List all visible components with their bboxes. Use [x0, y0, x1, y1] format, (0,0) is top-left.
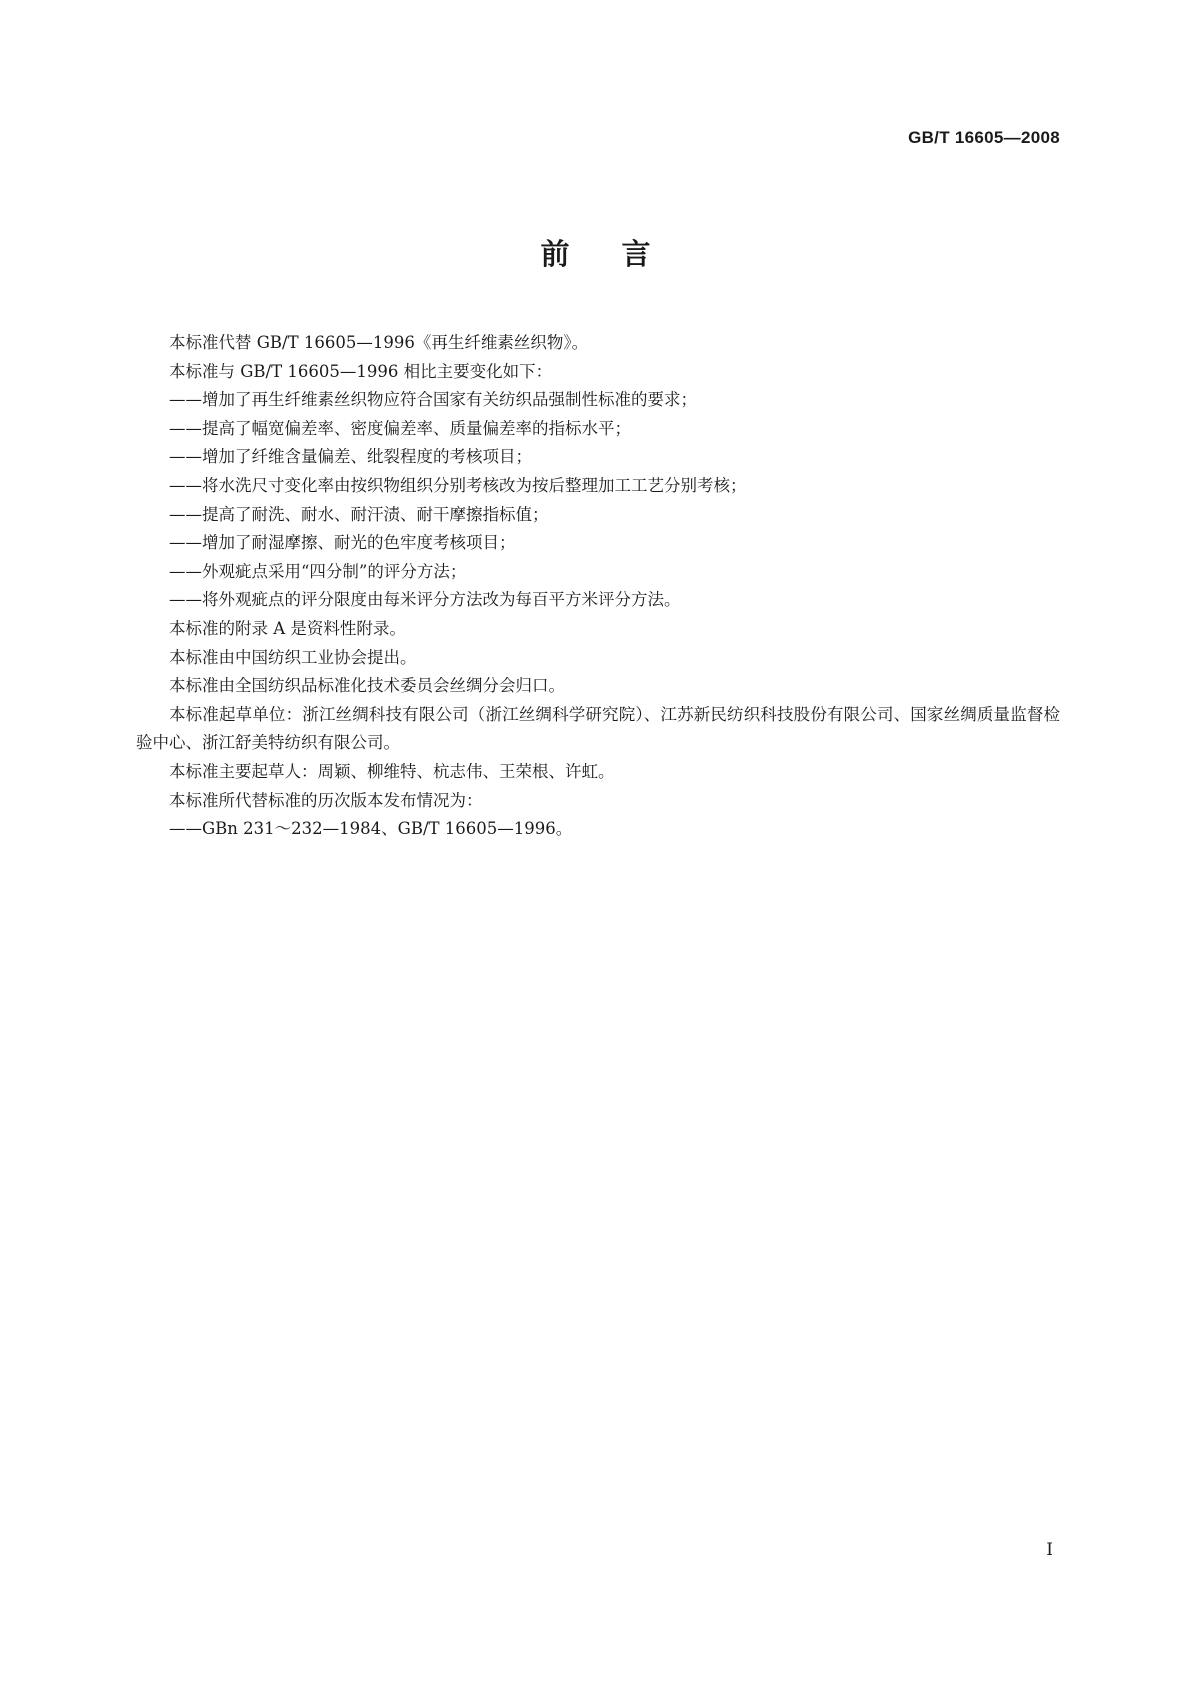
list-item: ——GBn 231～232—1984、GB/T 16605—1996。 [169, 819, 573, 839]
page-title: 前言 [540, 237, 703, 271]
list-item: ——将外观疵点的评分限度由每米评分方法改为每百平方米评分方法。 [169, 590, 681, 610]
paragraph: 本标准的附录 A 是资料性附录。 [169, 618, 406, 638]
list-item: ——增加了再生纤维素丝织物应符合国家有关纺织品强制性标准的要求； [169, 390, 697, 410]
foreword-body [136, 329, 1060, 844]
paragraph: 本标准由中国纺织工业协会提出。 [169, 647, 417, 667]
list-item: ——提高了幅宽偏差率、密度偏差率、质量偏差率的指标水平； [169, 418, 631, 438]
paragraph: 本标准代替 GB/T 16605—1996《再生纤维素丝织物》。 [169, 333, 589, 352]
list-item: ——将水洗尺寸变化率由按织物组织分别考核改为按后整理加工工艺分别考核； [169, 475, 747, 495]
paragraph: 本标准与 GB/T 16605—1996 相比主要变化如下： [169, 361, 553, 381]
paragraph: 本标准起草单位：浙江丝绸科技有限公司（浙江丝绸科学研究院）、江苏新民纺织科技股份有限公司、国家丝绸质量监督检验中心、浙江舒美特纺织有限公司。 [136, 704, 1060, 753]
paragraph: 本标准主要起草人：周颖、柳维特、杭志伟、王荣根、许虹。 [169, 761, 615, 781]
list-item: ——外观疵点采用“四分制”的评分方法； [169, 561, 467, 581]
page-number: I [1046, 1540, 1053, 1560]
list-item: ——增加了纤维含量偏差、纰裂程度的考核项目； [169, 447, 532, 467]
paragraph: 本标准所代替标准的历次版本发布情况为： [169, 790, 483, 810]
standard-number: GB/T 16605—2008 [908, 128, 1060, 147]
list-item: ——增加了耐湿摩擦、耐光的色牢度考核项目； [169, 533, 516, 553]
list-item: ——提高了耐洗、耐水、耐汗渍、耐干摩擦指标值； [169, 504, 549, 524]
paragraph: 本标准由全国纺织品标准化技术委员会丝绸分会归口。 [169, 676, 565, 696]
